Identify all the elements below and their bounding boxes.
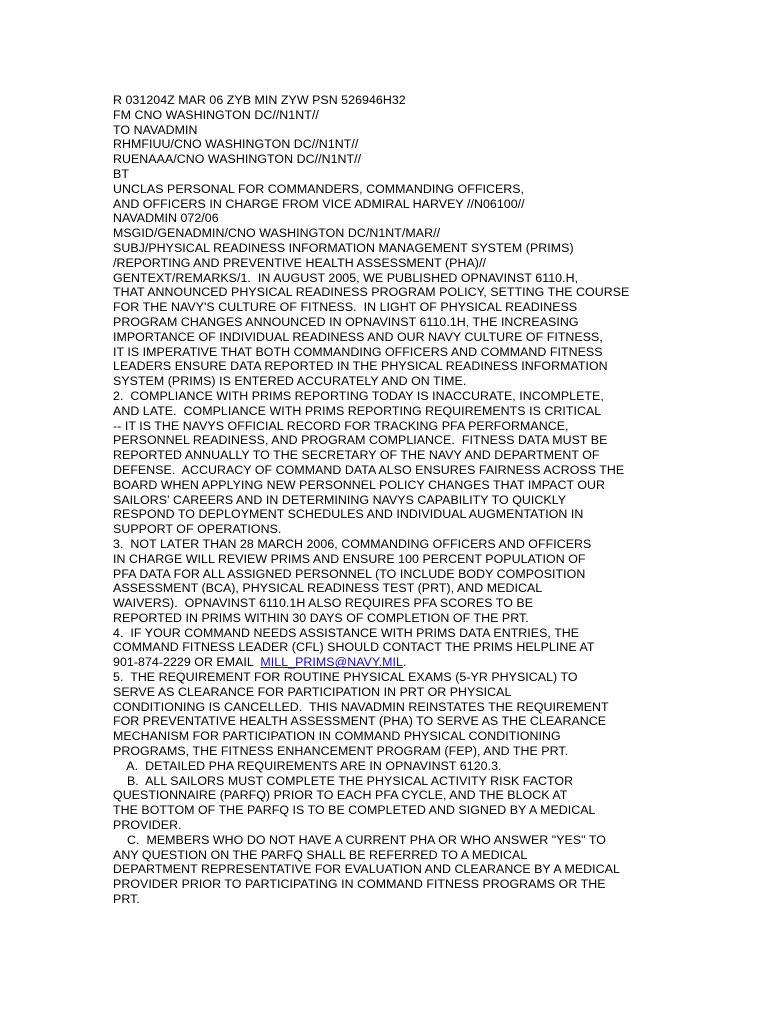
body-line: C. MEMBERS WHO DO NOT HAVE A CURRENT PHA OR WHO ANSWER "YES" TO bbox=[113, 832, 606, 847]
body-line: AND LATE. COMPLIANCE WITH PRIMS REPORTING REQUIREMENTS IS CRITICAL bbox=[113, 403, 602, 418]
body-line: A. DETAILED PHA REQUIREMENTS ARE IN OPNAVINST 6120.3. bbox=[113, 758, 502, 773]
body-line: SERVE AS CLEARANCE FOR PARTICIPATION IN PRT OR PHYSICAL bbox=[113, 684, 512, 699]
message-header bbox=[113, 93, 753, 271]
body-line: PRT. bbox=[113, 892, 140, 907]
header-line: SUBJ/PHYSICAL READINESS INFORMATION MANAGEMENT SYSTEM (PRIMS) bbox=[113, 240, 574, 255]
body-line: PFA DATA FOR ALL ASSIGNED PERSONNEL (TO INCLUDE BODY COMPOSITION bbox=[113, 566, 586, 581]
body-line: PERSONNEL READINESS, AND PROGRAM COMPLIANCE. FITNESS DATA MUST BE bbox=[113, 433, 608, 448]
document-page bbox=[113, 93, 753, 907]
body-line: DEFENSE. ACCURACY OF COMMAND DATA ALSO ENSURES FAIRNESS ACROSS THE bbox=[113, 462, 625, 477]
body-line: 5. THE REQUIREMENT FOR ROUTINE PHYSICAL EXAMS (5-YR PHYSICAL) TO bbox=[113, 670, 578, 685]
body-line: B. ALL SAILORS MUST COMPLETE THE PHYSICAL ACTIVITY RISK FACTOR bbox=[113, 773, 574, 788]
header-line: NAVADMIN 072/06 bbox=[113, 211, 219, 226]
header-line: AND OFFICERS IN CHARGE FROM VICE ADMIRAL HARVEY //N06100// bbox=[113, 196, 525, 211]
body-line: DEPARTMENT REPRESENTATIVE FOR EVALUATION AND CLEARANCE BY A MEDICAL bbox=[113, 862, 620, 877]
header-line: R 031204Z MAR 06 ZYB MIN ZYW PSN 526946H32 bbox=[113, 93, 406, 107]
contact-line bbox=[113, 655, 753, 670]
body-line: FOR PREVENTATIVE HEALTH ASSESSMENT (PHA) TO SERVE AS THE CLEARANCE bbox=[113, 714, 607, 729]
message-body-part-2 bbox=[113, 670, 753, 907]
body-line: IT IS IMPERATIVE THAT BOTH COMMANDING OFFICERS AND COMMAND FITNESS bbox=[113, 344, 603, 359]
contact-suffix: . bbox=[402, 655, 407, 670]
body-line: -- IT IS THE NAVYS OFFICIAL RECORD FOR TRACKING PFA PERFORMANCE, bbox=[113, 418, 569, 433]
body-line: IN CHARGE WILL REVIEW PRIMS AND ENSURE 100 PERCENT POPULATION OF bbox=[113, 551, 586, 566]
header-line: RHMFIUU/CNO WASHINGTON DC//N1NT// bbox=[113, 137, 359, 152]
body-line: COMMAND FITNESS LEADER (CFL) SHOULD CONTACT THE PRIMS HELPLINE AT bbox=[113, 640, 595, 655]
body-line: CONDITIONING IS CANCELLED. THIS NAVADMIN REINSTATES THE REQUIREMENT bbox=[113, 699, 609, 714]
header-line: FM CNO WASHINGTON DC//N1NT// bbox=[113, 107, 319, 122]
body-line: THE BOTTOM OF THE PARFQ IS TO BE COMPLETED AND SIGNED BY A MEDICAL bbox=[113, 803, 596, 818]
body-line: 3. NOT LATER THAN 28 MARCH 2006, COMMANDING OFFICERS AND OFFICERS bbox=[113, 536, 592, 551]
body-line: MECHANISM FOR PARTICIPATION IN COMMAND PHYSICAL CONDITIONING bbox=[113, 729, 561, 744]
body-line: FOR THE NAVY'S CULTURE OF FITNESS. IN LIGHT OF PHYSICAL READINESS bbox=[113, 300, 578, 315]
body-line: ANY QUESTION ON THE PARFQ SHALL BE REFERRED TO A MEDICAL bbox=[113, 847, 528, 862]
body-line: RESPOND TO DEPLOYMENT SCHEDULES AND INDIVIDUAL AUGMENTATION IN bbox=[113, 507, 584, 522]
header-line: /REPORTING AND PREVENTIVE HEALTH ASSESSMENT (PHA)// bbox=[113, 255, 486, 270]
body-line: LEADERS ENSURE DATA REPORTED IN THE PHYSICAL READINESS INFORMATION bbox=[113, 359, 608, 374]
body-line: IMPORTANCE OF INDIVIDUAL READINESS AND OUR NAVY CULTURE OF FITNESS, bbox=[113, 329, 603, 344]
message-body-part-1 bbox=[113, 271, 753, 656]
body-line: PROGRAMS, THE FITNESS ENHANCEMENT PROGRAM (FEP), AND THE PRT. bbox=[113, 744, 569, 759]
email-link[interactable]: MILL_PRIMS@NAVY.MIL bbox=[260, 655, 403, 670]
contact-prefix: 901-874-2229 OR EMAIL bbox=[113, 655, 261, 670]
header-line: MSGID/GENADMIN/CNO WASHINGTON DC/N1NT/MAR// bbox=[113, 226, 441, 241]
body-line: ASSESSMENT (BCA), PHYSICAL READINESS TEST (PRT), AND MEDICAL bbox=[113, 581, 543, 596]
body-line: THAT ANNOUNCED PHYSICAL READINESS PROGRAM POLICY, SETTING THE COURSE bbox=[113, 285, 630, 300]
header-line: BT bbox=[113, 166, 129, 181]
body-line: PROGRAM CHANGES ANNOUNCED IN OPNAVINST 6110.1H, THE INCREASING bbox=[113, 314, 579, 329]
body-line: PROVIDER. bbox=[113, 818, 182, 833]
body-line: WAIVERS). OPNAVINST 6110.1H ALSO REQUIRES PFA SCORES TO BE bbox=[113, 596, 534, 611]
body-line: BOARD WHEN APPLYING NEW PERSONNEL POLICY CHANGES THAT IMPACT OUR bbox=[113, 477, 606, 492]
body-line: SUPPORT OF OPERATIONS. bbox=[113, 522, 282, 537]
header-line: RUENAAA/CNO WASHINGTON DC//N1NT// bbox=[113, 152, 362, 167]
body-line: REPORTED IN PRIMS WITHIN 30 DAYS OF COMPLETION OF THE PRT. bbox=[113, 610, 529, 625]
body-line: QUESTIONNAIRE (PARFQ) PRIOR TO EACH PFA CYCLE, AND THE BLOCK AT bbox=[113, 788, 568, 803]
header-line: UNCLAS PERSONAL FOR COMMANDERS, COMMANDING OFFICERS, bbox=[113, 181, 525, 196]
body-line: PROVIDER PRIOR TO PARTICIPATING IN COMMAND FITNESS PROGRAMS OR THE bbox=[113, 877, 606, 892]
body-line: 2. COMPLIANCE WITH PRIMS REPORTING TODAY IS INACCURATE, INCOMPLETE, bbox=[113, 388, 604, 403]
body-line: SAILORS' CAREERS AND IN DETERMINING NAVYS CAPABILITY TO QUICKLY bbox=[113, 492, 567, 507]
header-line: TO NAVADMIN bbox=[113, 122, 198, 137]
body-line: REPORTED ANNUALLY TO THE SECRETARY OF THE NAVY AND DEPARTMENT OF bbox=[113, 448, 600, 463]
body-line: SYSTEM (PRIMS) IS ENTERED ACCURATELY AND ON TIME. bbox=[113, 374, 467, 389]
body-line: GENTEXT/REMARKS/1. IN AUGUST 2005, WE PUBLISHED OPNAVINST 6110.H, bbox=[113, 270, 579, 285]
body-line: 4. IF YOUR COMMAND NEEDS ASSISTANCE WITH PRIMS DATA ENTRIES, THE bbox=[113, 625, 580, 640]
